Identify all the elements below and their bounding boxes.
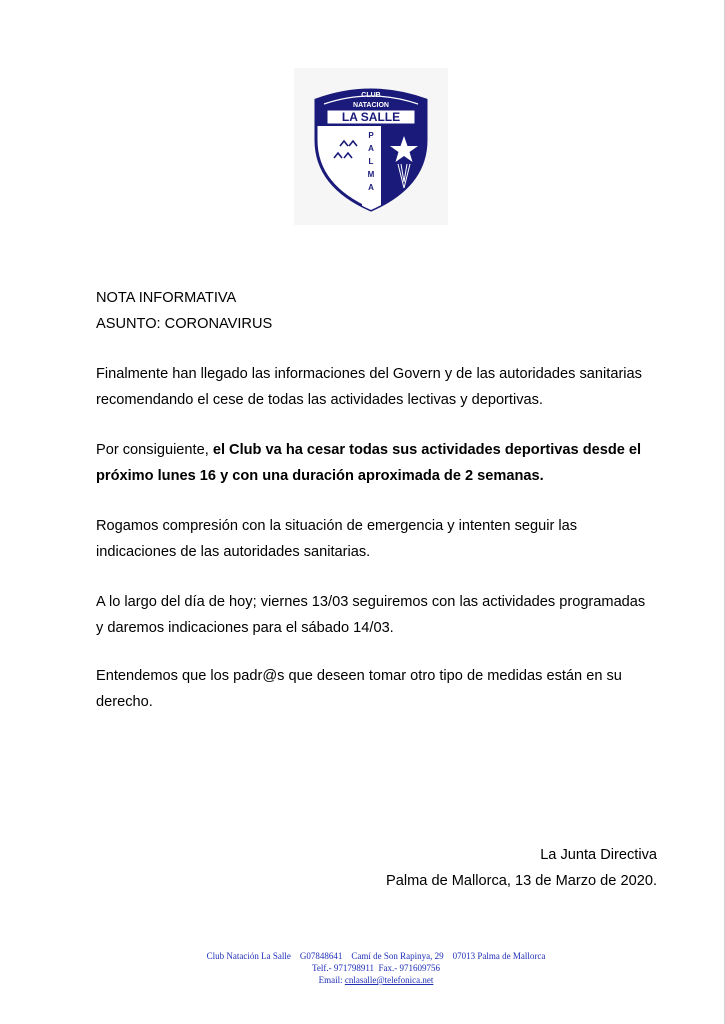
logo-main-text: LA SALLE: [341, 110, 401, 124]
paragraph: [96, 362, 666, 413]
paragraph-prefix: Por consiguiente,: [96, 442, 213, 458]
footer-phone: Telf.- 971798911 Fax.- 971609756: [311, 963, 441, 973]
paragraph-line: indicaciones de las autoridades sanitarias.: [96, 543, 371, 560]
footer-email-label: Email:: [318, 975, 345, 985]
signature-place-date: Palma de Mallorca, 13 de Marzo de 2020.: [386, 873, 657, 889]
logo-natacion-text: NATACION: [353, 102, 389, 109]
heading-nota-informativa: NOTA INFORMATIVA: [96, 290, 237, 306]
paragraph-line: Finalmente han llegado las informaciones del Govern y de las autoridades sanitarias: [96, 366, 642, 382]
club-logo: [294, 68, 448, 225]
logo-club-text: CLUB: [361, 92, 381, 99]
paragraph-announcement: [96, 438, 666, 489]
signature-block: [386, 842, 657, 894]
paragraph-line: Entendemos que los padr@s que deseen tomar otro tipo de medidas están en su: [96, 668, 622, 684]
paragraph-line: y daremos indicaciones para el sábado 14/03.: [96, 619, 394, 636]
logo-palma-letter: A: [368, 183, 374, 192]
heading-asunto: ASUNTO: CORONAVIRUS: [96, 315, 273, 332]
footer-email-link[interactable]: cnlasalle@telefonica.net: [344, 975, 434, 985]
signature-name: La Junta Directiva: [540, 847, 657, 863]
bold-announcement: próximo lunes 16 y con una duración aproximada de 2 semanas.: [96, 467, 544, 484]
logo-palma-letter: M: [367, 170, 375, 179]
paragraph-line: derecho.: [96, 693, 153, 710]
paragraph-line: recomendando el cese de todas las actividades lectivas y deportivas.: [96, 391, 543, 408]
heading-block: [96, 286, 666, 337]
paragraph-line: A lo largo del día de hoy; viernes 13/03 seguiremos con las actividades programadas: [96, 594, 646, 610]
paragraph: [96, 514, 666, 565]
footer: [0, 950, 725, 986]
club-crest-icon: [294, 68, 448, 225]
logo-palma-letter: L: [368, 157, 374, 166]
paragraph: [96, 590, 666, 641]
paragraph-line: Rogamos compresión con la situación de emergencia y intenten seguir las: [96, 518, 578, 534]
logo-palma-letter: P: [368, 131, 374, 140]
footer-address: Club Natación La Salle G07848641 Camí de Son Rapinya, 29 07013 Palma de Mallorca: [206, 951, 546, 961]
bold-announcement: el Club va ha cesar todas sus actividades deportivas desde el: [212, 442, 642, 458]
logo-palma-letter: A: [368, 144, 374, 153]
paragraph: [96, 664, 666, 715]
